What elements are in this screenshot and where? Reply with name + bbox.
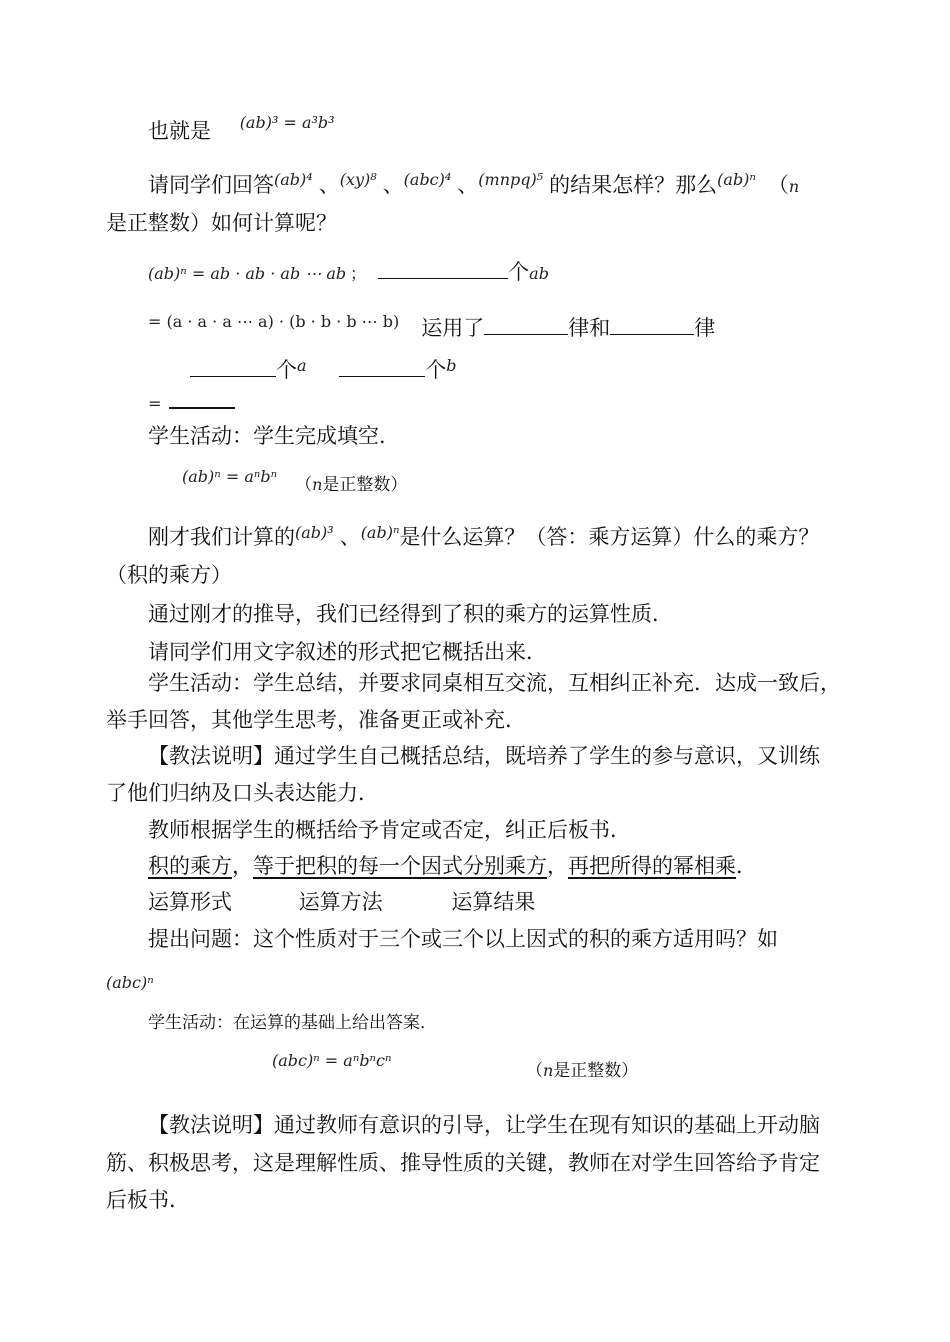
blank-law2: [610, 312, 694, 335]
text: 律和: [568, 316, 611, 340]
derivation-line2: [148, 304, 716, 340]
blank-result: [169, 385, 235, 409]
rule-statement: [148, 853, 757, 879]
formula: ab: [529, 264, 549, 283]
formula: (abc)ⁿ = aⁿbⁿcⁿ: [272, 1051, 392, 1070]
derivation-result: [148, 385, 235, 417]
text: 也就是: [148, 119, 211, 143]
blank-count-b: [339, 354, 425, 377]
text: 个: [276, 358, 297, 382]
formula: (ab)ⁿ: [717, 170, 756, 189]
formula: (ab)³: [295, 523, 334, 542]
derivation-line1: [148, 256, 549, 287]
formula: (xy)⁸: [339, 170, 377, 189]
paragraph-equivalence: [148, 113, 335, 146]
text: ．: [736, 854, 757, 878]
text: 个: [508, 260, 530, 284]
paragraph-raise-question-formula: [106, 968, 154, 996]
paragraph-raise-question: [148, 926, 778, 952]
text: 是什么运算？（答：乘方运算）什么的乘方？: [399, 525, 820, 549]
label-form: 运算形式: [148, 890, 232, 914]
text: 的结果怎样？那么: [549, 173, 718, 197]
rule-method: 等于把积的每一个因式分别乘方: [253, 854, 547, 878]
rule-1: [182, 466, 407, 494]
paragraph-method-note-2-line3: [106, 1187, 190, 1213]
paragraph-method-note-2-line2: [106, 1150, 820, 1176]
rule-labels: [148, 889, 535, 915]
paragraph-teacher: [148, 817, 631, 843]
separator: 、: [318, 173, 340, 197]
blank-count-a: [190, 354, 276, 377]
paragraph-method-note-2: [148, 1112, 820, 1138]
formula: (ab)ⁿ: [360, 523, 400, 542]
separator: 、: [382, 173, 404, 197]
text: 刚才我们计算的: [148, 525, 295, 549]
formula: = (a · a · a ⋯ a) · (b · b · b ⋯ b): [148, 312, 400, 331]
paragraph-question-line2: [106, 210, 337, 236]
paragraph-summarize: [148, 639, 547, 665]
text: （: [526, 1061, 543, 1081]
formula: a: [297, 356, 307, 375]
text: 学生活动：学生总结，并要求同桌相互交流，互相纠正补充．达成一致后，: [148, 671, 841, 695]
activity-2: [148, 1010, 437, 1036]
derivation-counts: [190, 354, 456, 385]
text: 个: [425, 358, 447, 382]
formula: (abc)⁴: [403, 170, 452, 189]
paragraph-question: [148, 172, 799, 200]
text: 律: [694, 316, 716, 340]
text: 【教法说明】通过学生自己概括总结，既培养了学生的参与意识，又训练: [148, 744, 820, 768]
text: 通过刚才的推导，我们已经得到了积的乘方的运算性质．: [148, 602, 673, 626]
text: （积的乘方）: [106, 563, 232, 587]
rule-2: [272, 1050, 391, 1078]
text: 是正整数）: [322, 475, 408, 495]
blank-count: [378, 256, 508, 279]
formula: (ab)ⁿ = ab · ab · ab ⋯ ab: [148, 264, 347, 283]
text: 【教法说明】通过教师有意识的引导，让学生在现有知识的基础上开动脑: [148, 1113, 820, 1137]
rule-form: 积的乘方: [148, 854, 232, 878]
formula: n: [312, 475, 323, 494]
formula: (ab)ⁿ = aⁿbⁿ: [182, 467, 278, 486]
label-method: 运算方法: [298, 890, 383, 914]
formula: (abc)ⁿ: [106, 973, 154, 992]
formula: (mnpq)⁵: [478, 170, 544, 189]
text: （: [295, 475, 313, 495]
paragraph-derivation-done: [148, 601, 673, 627]
blank-law1: [484, 312, 568, 335]
text: （: [767, 173, 789, 197]
text: ，: [232, 854, 253, 878]
formula: (ab)³ = a³b³: [239, 113, 335, 132]
rule-result: 再把所得的幂相乘: [568, 854, 736, 878]
separator: 、: [457, 173, 479, 197]
text: 是正整数）如何计算呢？: [106, 211, 337, 235]
paragraph-method-note-1-line2: [106, 780, 379, 806]
text: 提出问题：这个性质对于三个或三个以上因式的积的乘方适用吗？如: [148, 927, 778, 951]
text: 后板书．: [106, 1188, 190, 1212]
paragraph-student-summary-line2: [106, 707, 526, 733]
paragraph-review-line2: [106, 562, 232, 588]
text: 学生活动：学生完成填空．: [148, 424, 400, 448]
separator: 、: [339, 525, 361, 549]
text: 筋、积极思考，这是理解性质、推导性质的关键，教师在对学生回答给予肯定: [106, 1151, 820, 1175]
formula: (ab)⁴: [274, 170, 313, 189]
text: ；: [350, 264, 367, 283]
text: ，: [547, 854, 568, 878]
text: 是正整数）: [553, 1061, 639, 1081]
paragraph-method-note-1: [148, 743, 820, 769]
paragraph-review: [148, 524, 819, 552]
label-result: 运算结果: [451, 890, 536, 914]
activity-1: [148, 423, 400, 449]
text: 请同学们回答: [148, 173, 274, 197]
paragraph-student-summary: [148, 670, 841, 696]
text: 教师根据学生的概括给予肯定或否定，纠正后板书．: [148, 818, 631, 842]
rule-2-note: [526, 1056, 638, 1084]
text: 请同学们用文字叙述的形式把它概括出来．: [148, 640, 547, 664]
formula: n: [788, 177, 800, 196]
formula: b: [446, 356, 457, 375]
formula: n: [543, 1061, 554, 1080]
text: 运用了: [421, 316, 485, 340]
text: 了他们归纳及口头表达能力．: [106, 781, 379, 805]
text: 举手回答，其他学生思考，准备更正或补充．: [106, 708, 526, 732]
text: 学生活动：在运算的基础上给出答案．: [148, 1013, 437, 1033]
text: =: [148, 394, 162, 413]
